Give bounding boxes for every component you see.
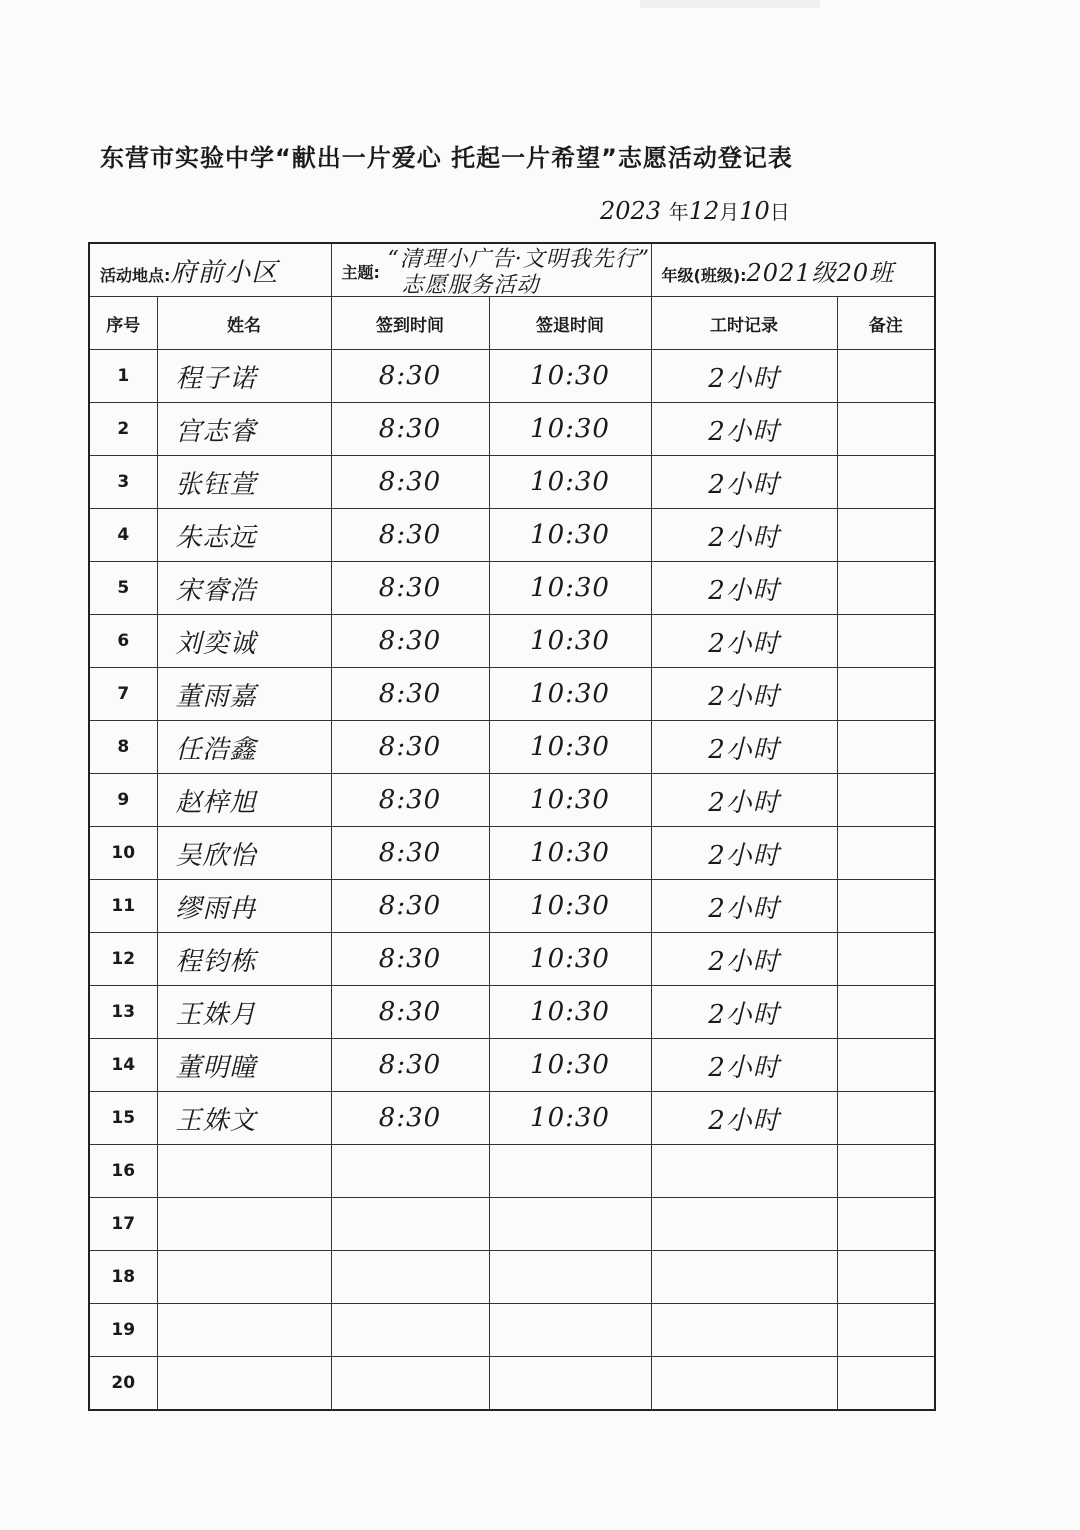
- table-row: [89, 509, 935, 562]
- row-note: [837, 1092, 935, 1145]
- row-note: [837, 403, 935, 456]
- row-number: 16: [89, 1145, 157, 1198]
- location-value: 府前小区: [170, 257, 279, 288]
- row-note: [837, 1304, 935, 1357]
- row-number: 2: [89, 403, 157, 456]
- row-number: 10: [89, 827, 157, 880]
- row-hours: 2小时: [651, 456, 837, 509]
- row-note: [837, 721, 935, 774]
- row-name: 董雨嘉: [157, 668, 331, 721]
- topic-line1: “清理小广告·文明我先行”: [387, 247, 650, 272]
- row-number: 9: [89, 774, 157, 827]
- row-name: 吴欣怡: [157, 827, 331, 880]
- registration-table: [88, 242, 936, 1411]
- row-signout-time: 10:30: [489, 615, 651, 668]
- table-row: [89, 1251, 935, 1304]
- page-edge: [640, 0, 820, 8]
- row-note: [837, 509, 935, 562]
- date-day-unit: 日: [769, 200, 790, 224]
- row-number: 18: [89, 1251, 157, 1304]
- row-hours: 2小时: [651, 1039, 837, 1092]
- row-signin-time: 8:30: [331, 350, 489, 403]
- form-title: 东营市实验中学“献出一片爱心 托起一片希望”志愿活动登记表: [100, 144, 793, 172]
- row-number: 20: [89, 1357, 157, 1411]
- row-number: 15: [89, 1092, 157, 1145]
- row-number: 12: [89, 933, 157, 986]
- table-row: [89, 562, 935, 615]
- row-hours: 2小时: [651, 774, 837, 827]
- row-signout-time: 10:30: [489, 350, 651, 403]
- row-note: [837, 350, 935, 403]
- row-note: [837, 615, 935, 668]
- row-signin-time: 8:30: [331, 668, 489, 721]
- header-row: [89, 297, 935, 350]
- row-signout-time: 10:30: [489, 774, 651, 827]
- row-signout-time: [489, 1145, 651, 1198]
- row-note: [837, 562, 935, 615]
- row-note: [837, 456, 935, 509]
- row-hours: 2小时: [651, 615, 837, 668]
- row-signin-time: 8:30: [331, 1039, 489, 1092]
- row-name: [157, 1251, 331, 1304]
- row-signout-time: [489, 1357, 651, 1411]
- row-signin-time: 8:30: [331, 774, 489, 827]
- row-signin-time: [331, 1145, 489, 1198]
- row-hours: 2小时: [651, 668, 837, 721]
- row-number: 5: [89, 562, 157, 615]
- row-signout-time: 10:30: [489, 986, 651, 1039]
- row-signin-time: 8:30: [331, 986, 489, 1039]
- table-row: [89, 1198, 935, 1251]
- row-name: 宫志睿: [157, 403, 331, 456]
- row-signout-time: 10:30: [489, 509, 651, 562]
- row-number: 7: [89, 668, 157, 721]
- row-note: [837, 1357, 935, 1411]
- row-signin-time: 8:30: [331, 721, 489, 774]
- row-name: [157, 1198, 331, 1251]
- row-signin-time: 8:30: [331, 509, 489, 562]
- row-note: [837, 880, 935, 933]
- row-hours: 2小时: [651, 350, 837, 403]
- row-name: 程子诺: [157, 350, 331, 403]
- row-hours: 2小时: [651, 986, 837, 1039]
- row-note: [837, 1039, 935, 1092]
- grade-cell: [651, 243, 935, 297]
- date-year: 2023: [600, 197, 662, 225]
- row-number: 11: [89, 880, 157, 933]
- row-note: [837, 933, 935, 986]
- topic-label: 主题:: [341, 263, 380, 282]
- row-signout-time: 10:30: [489, 403, 651, 456]
- row-number: 1: [89, 350, 157, 403]
- table-row: [89, 1092, 935, 1145]
- row-signin-time: [331, 1304, 489, 1357]
- row-signout-time: 10:30: [489, 456, 651, 509]
- row-note: [837, 986, 935, 1039]
- row-number: 6: [89, 615, 157, 668]
- table-row: [89, 668, 935, 721]
- table-row: [89, 721, 935, 774]
- col-header-no: 序号: [89, 297, 157, 350]
- row-signin-time: 8:30: [331, 403, 489, 456]
- row-name: 任浩鑫: [157, 721, 331, 774]
- table-row: [89, 1039, 935, 1092]
- row-name: 董明瞳: [157, 1039, 331, 1092]
- row-signout-time: 10:30: [489, 668, 651, 721]
- row-signin-time: 8:30: [331, 827, 489, 880]
- table-row: [89, 986, 935, 1039]
- row-hours: 2小时: [651, 562, 837, 615]
- row-name: 张钰萱: [157, 456, 331, 509]
- row-signout-time: [489, 1251, 651, 1304]
- col-header-hours: 工时记录: [651, 297, 837, 350]
- table-row: [89, 456, 935, 509]
- table-row: [89, 615, 935, 668]
- row-name: 缪雨冉: [157, 880, 331, 933]
- row-signout-time: 10:30: [489, 562, 651, 615]
- row-name: [157, 1145, 331, 1198]
- table-row: [89, 1145, 935, 1198]
- row-signin-time: 8:30: [331, 1092, 489, 1145]
- date-day: 10: [739, 197, 770, 225]
- table-row: [89, 1304, 935, 1357]
- row-name: 赵梓旭: [157, 774, 331, 827]
- row-hours: 2小时: [651, 933, 837, 986]
- row-hours: [651, 1251, 837, 1304]
- row-signout-time: 10:30: [489, 933, 651, 986]
- row-number: 8: [89, 721, 157, 774]
- row-hours: 2小时: [651, 509, 837, 562]
- row-name: 王姝月: [157, 986, 331, 1039]
- row-note: [837, 1145, 935, 1198]
- row-signout-time: 10:30: [489, 1092, 651, 1145]
- table-row: [89, 880, 935, 933]
- row-name: [157, 1357, 331, 1411]
- row-hours: 2小时: [651, 403, 837, 456]
- row-signin-time: [331, 1357, 489, 1411]
- row-hours: [651, 1304, 837, 1357]
- col-header-signout: 签退时间: [489, 297, 651, 350]
- row-note: [837, 827, 935, 880]
- row-note: [837, 774, 935, 827]
- topic-line2: 志愿服务活动: [401, 273, 540, 297]
- row-name: 朱志远: [157, 509, 331, 562]
- table-row: [89, 403, 935, 456]
- location-cell: [89, 243, 331, 297]
- location-label: 活动地点:: [100, 265, 171, 285]
- grade-label: 年级(班级):: [661, 265, 747, 285]
- table-row: [89, 350, 935, 403]
- row-signout-time: 10:30: [489, 827, 651, 880]
- row-signout-time: [489, 1304, 651, 1357]
- table-row: [89, 933, 935, 986]
- row-signin-time: 8:30: [331, 615, 489, 668]
- row-hours: 2小时: [651, 1092, 837, 1145]
- row-number: 13: [89, 986, 157, 1039]
- row-note: [837, 1251, 935, 1304]
- row-hours: 2小时: [651, 827, 837, 880]
- row-name: 宋睿浩: [157, 562, 331, 615]
- topic-cell: [331, 243, 651, 297]
- row-signin-time: 8:30: [331, 880, 489, 933]
- row-name: 刘奕诚: [157, 615, 331, 668]
- row-hours: 2小时: [651, 880, 837, 933]
- col-header-note: 备注: [837, 297, 935, 350]
- col-header-signin: 签到时间: [331, 297, 489, 350]
- date-year-unit: 年: [668, 200, 689, 224]
- form-date: [600, 196, 790, 225]
- date-month: 12: [688, 197, 720, 225]
- row-name: 程钧栋: [157, 933, 331, 986]
- row-signin-time: [331, 1198, 489, 1251]
- row-hours: [651, 1357, 837, 1411]
- row-number: 14: [89, 1039, 157, 1092]
- row-signout-time: 10:30: [489, 721, 651, 774]
- grade-value: 2021级20班: [746, 258, 895, 287]
- table-row: [89, 774, 935, 827]
- row-signout-time: 10:30: [489, 880, 651, 933]
- row-number: 3: [89, 456, 157, 509]
- row-number: 4: [89, 509, 157, 562]
- row-hours: [651, 1145, 837, 1198]
- col-header-name: 姓名: [157, 297, 331, 350]
- date-month-unit: 月: [719, 200, 740, 224]
- row-signin-time: 8:30: [331, 456, 489, 509]
- row-signout-time: 10:30: [489, 1039, 651, 1092]
- row-name: [157, 1304, 331, 1357]
- row-number: 17: [89, 1198, 157, 1251]
- row-note: [837, 1198, 935, 1251]
- row-name: 王姝文: [157, 1092, 331, 1145]
- row-number: 19: [89, 1304, 157, 1357]
- row-signin-time: 8:30: [331, 933, 489, 986]
- row-note: [837, 668, 935, 721]
- table-row: [89, 827, 935, 880]
- row-signin-time: 8:30: [331, 562, 489, 615]
- table-row: [89, 1357, 935, 1411]
- row-hours: 2小时: [651, 721, 837, 774]
- meta-row: [89, 243, 935, 297]
- row-signout-time: [489, 1198, 651, 1251]
- row-hours: [651, 1198, 837, 1251]
- row-signin-time: [331, 1251, 489, 1304]
